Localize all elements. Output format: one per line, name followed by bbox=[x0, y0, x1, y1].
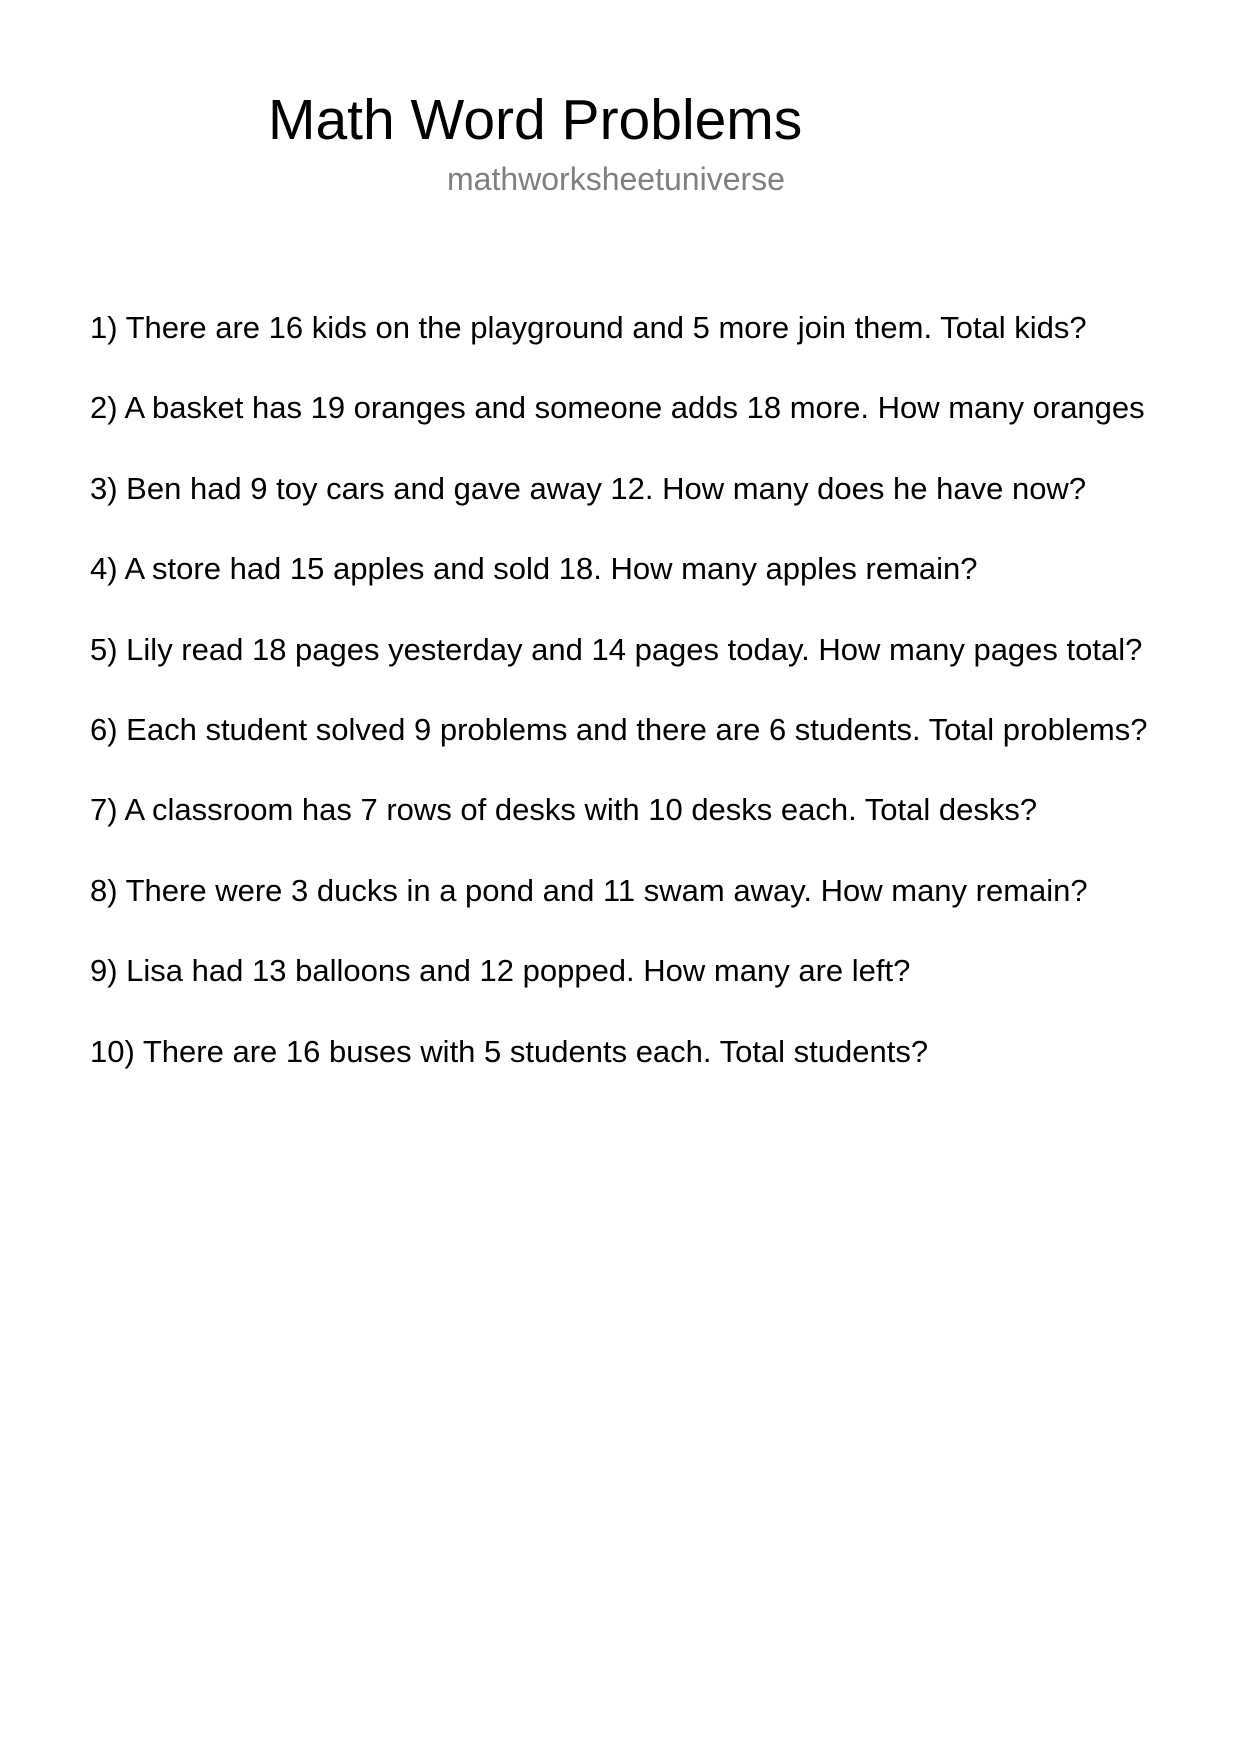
problem-item: 2) A basket has 19 oranges and someone adds 18 more. How many oranges bbox=[90, 390, 1145, 426]
problem-item: 4) A store had 15 apples and sold 18. How many apples remain? bbox=[90, 551, 978, 587]
problem-item: 3) Ben had 9 toy cars and gave away 12. How many does he have now? bbox=[90, 470, 1087, 506]
problem-item: 5) Lily read 18 pages yesterday and 14 pages today. How many pages total? bbox=[90, 631, 1143, 667]
problem-item: 7) A classroom has 7 rows of desks with 10 desks each. Total desks? bbox=[90, 792, 1038, 828]
problem-list bbox=[90, 312, 1148, 1116]
problem-item: 6) Each student solved 9 problems and there are 6 students. Total problems? bbox=[90, 711, 1148, 747]
source-subtitle: mathworksheetuniverse bbox=[447, 161, 785, 197]
problem-item: 9) Lisa had 13 balloons and 12 popped. How many are left? bbox=[90, 953, 911, 989]
page-title: Math Word Problems bbox=[268, 88, 803, 152]
problem-item: 10) There are 16 buses with 5 students each. Total students? bbox=[90, 1033, 929, 1069]
problem-item: 8) There were 3 ducks in a pond and 11 swam away. How many remain? bbox=[90, 872, 1088, 908]
problem-item: 1) There are 16 kids on the playground and 5 more join them. Total kids? bbox=[90, 310, 1087, 345]
